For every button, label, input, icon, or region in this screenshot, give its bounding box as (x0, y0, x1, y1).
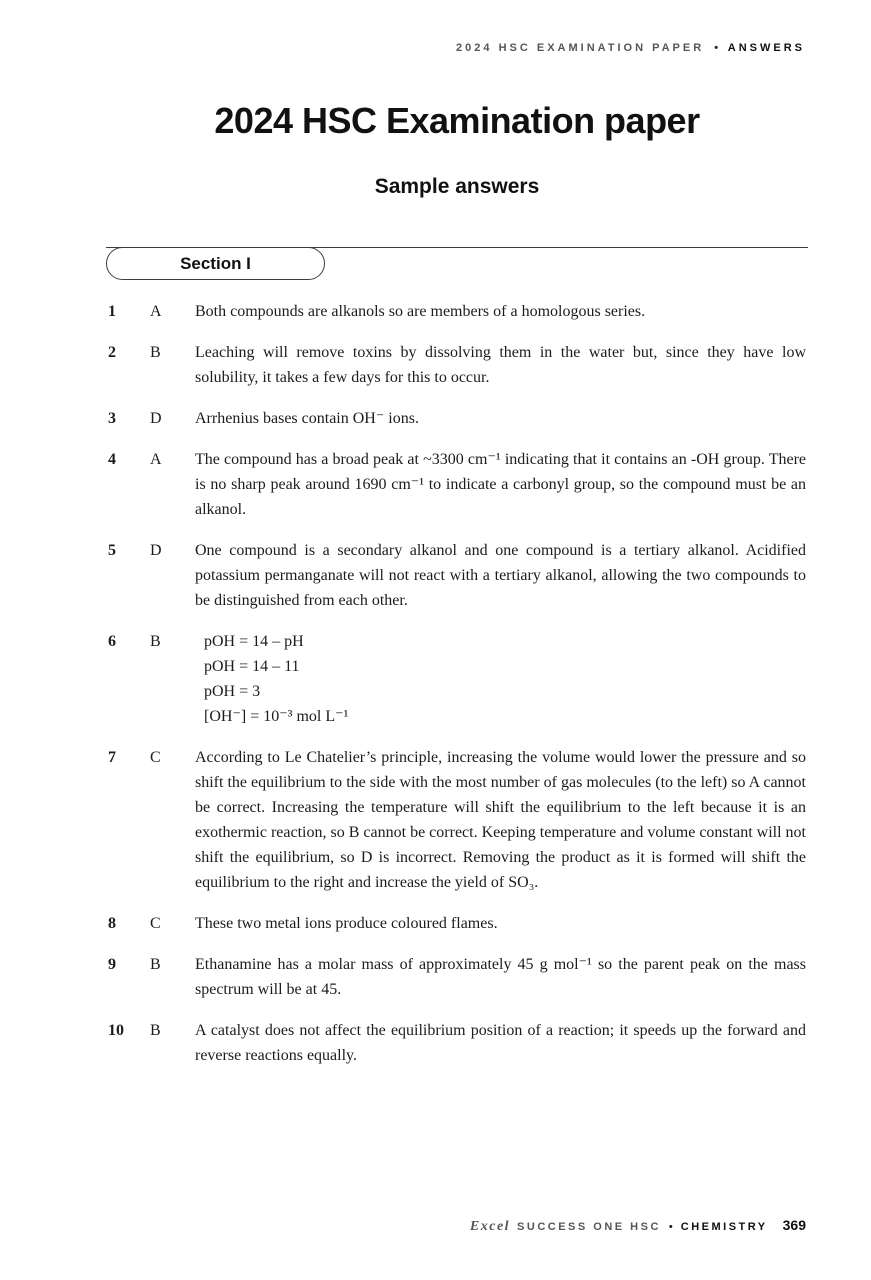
section-pill (106, 247, 325, 280)
page-footer (470, 1217, 806, 1235)
answer-working (195, 629, 806, 729)
answer-letter: B (150, 1022, 161, 1039)
answer-text: Arrhenius bases contain OH⁻ ions. (195, 410, 419, 427)
equation-line: [OH⁻] = 10⁻³ mol L⁻¹ (204, 708, 349, 725)
answer-text: One compound is a secondary alkanol and one compound is a tertiary alkanol. Acidified potassium permanganate will not react with a tertiary alkanol, allowing the two compounds to be distinguished from each other. (195, 542, 806, 609)
answer-row (108, 952, 806, 1002)
equation-line: pOH = 14 – 11 (204, 658, 300, 675)
answer-row (108, 1018, 806, 1068)
question-number: 5 (108, 542, 116, 559)
answer-row (108, 340, 806, 390)
running-header-title: 2024 HSC EXAMINATION PAPER (456, 42, 705, 54)
question-number: 7 (108, 749, 116, 766)
running-header (456, 42, 805, 54)
question-number: 2 (108, 344, 116, 361)
question-number: 8 (108, 915, 116, 932)
question-number: 3 (108, 410, 116, 427)
answer-letter: D (150, 410, 162, 427)
equation-line: pOH = 3 (204, 683, 261, 700)
answer-text: These two metal ions produce coloured flames. (195, 915, 498, 932)
answer-letter: C (150, 915, 161, 932)
question-number: 6 (108, 633, 116, 650)
answer-row (108, 299, 806, 324)
answer-letter: D (150, 542, 162, 559)
answer-row (108, 629, 806, 729)
footer-subject: CHEMISTRY (680, 1221, 768, 1233)
answer-text: Ethanamine has a molar mass of approximately 45 g mol⁻¹ so the parent peak on the mass spectrum will be at 45. (195, 956, 806, 998)
answer-letter: B (150, 633, 161, 650)
footer-series: SUCCESS ONE HSC (517, 1221, 661, 1233)
footer-brand: Excel (469, 1219, 511, 1234)
question-number: 10 (108, 1022, 124, 1039)
answer-letter: B (150, 956, 161, 973)
answer-text: The compound has a broad peak at ~3300 cm⁻¹ indicating that it contains an -OH group. There is no sharp peak around 1690 cm⁻¹ to indicate a carbonyl group, so the compound must be an alkanol. (195, 451, 806, 518)
answer-letter: C (150, 749, 161, 766)
question-number: 9 (108, 956, 116, 973)
answer-letter: A (150, 303, 162, 320)
answer-letter: A (150, 451, 162, 468)
answer-text: Both compounds are alkanols so are members of a homologous series. (195, 303, 646, 320)
answer-text: According to Le Chatelier’s principle, increasing the volume would lower the pressure and so shift the equilibrium to the side with the most number of gas molecules (to the left) so A cannot be correct. Increasing the temperature will shift the equilibrium to the left because it is an exothermic reaction, so B cannot be correct. Keeping temperature and volume constant will not shift the equilibrium, so D is incorrect. Removing the product as it is formed will shift the equilibrium to the right and increase the yield of SO₃. (195, 749, 806, 891)
page-number: 369 (782, 1217, 806, 1233)
answer-row (108, 538, 806, 613)
bullet-separator-icon: • (668, 1221, 673, 1233)
answer-row (108, 406, 806, 431)
answer-text: A catalyst does not affect the equilibrium position of a reaction; it speeds up the forward and reverse reactions equally. (195, 1022, 806, 1064)
answer-row (108, 447, 806, 522)
equation-line: pOH = 14 – pH (204, 633, 304, 650)
page-subtitle: Sample answers (374, 175, 540, 198)
answer-letter: B (150, 344, 161, 361)
page-title: 2024 HSC Examination paper (214, 100, 700, 141)
running-header-tag: ANSWERS (727, 42, 805, 54)
bullet-separator-icon: • (714, 42, 719, 54)
section-label: Section I (180, 253, 251, 273)
question-number: 4 (108, 451, 116, 468)
answers-list (108, 299, 806, 1084)
answer-row (108, 911, 806, 936)
answer-row (108, 745, 806, 895)
question-number: 1 (108, 303, 116, 320)
answer-text: Leaching will remove toxins by dissolving them in the water but, since they have low solubility, it takes a few days for this to occur. (195, 344, 806, 386)
